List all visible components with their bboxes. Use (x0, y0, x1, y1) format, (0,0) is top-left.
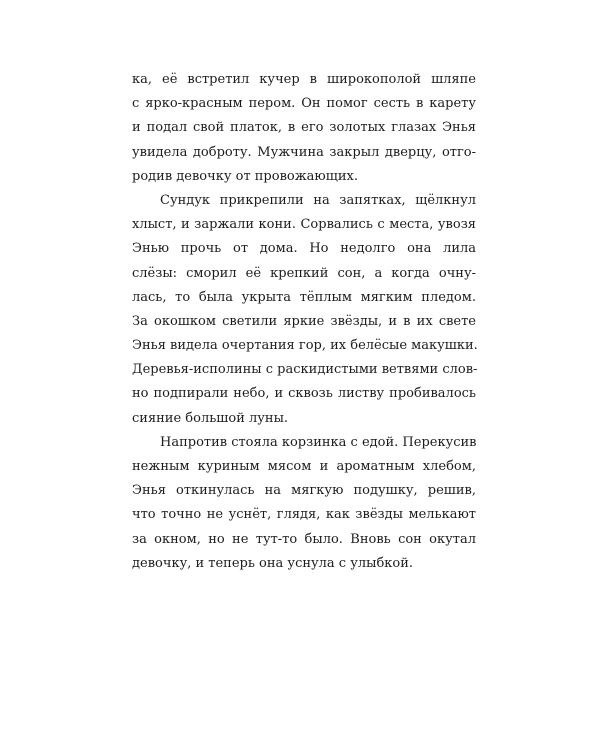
body-text (132, 68, 476, 576)
paragraph-3 (132, 431, 476, 576)
text-line: Энью прочь от дома. Но недолго она лила (132, 241, 476, 257)
text-line: увидела доброту. Мужчина закрыл дверцу, отго- (132, 144, 476, 160)
text-line: Напротив стояла корзинка с едой. Перекусив (160, 434, 477, 450)
text-line: что точно не уснёт, глядя, как звёзды мелькают (132, 507, 476, 523)
paragraph-1 (132, 68, 476, 189)
text-line: нежным куриным мясом и ароматным хлебом, (132, 459, 476, 474)
text-line: но подпирали небо, и сквозь листву пробивалось (132, 386, 476, 402)
text-line: За окошком светили яркие звёзды, и в их свете (132, 313, 476, 329)
text-line: лась, то была укрыта тёплым мягким пледом. (132, 289, 476, 305)
text-line: с ярко-красным пером. Он помог сесть в карету (132, 96, 476, 112)
paragraph-2 (132, 189, 476, 431)
text-line: Деревья-исполины с раскидистыми ветвями слов- (132, 362, 478, 378)
text-line: родив девочку от провожающих. (132, 168, 358, 184)
text-line: Энья видела очертания гор, их белёсые макушки. (132, 338, 478, 354)
text-line: Сундук прикрепили на запятках, щёлкнул (160, 192, 476, 208)
text-line: Энья откинулась на мягкую подушку, решив, (132, 483, 476, 499)
text-line: ка, её встретил кучер в широкополой шляпе (132, 72, 476, 87)
text-line: хлыст, и заржали кони. Сорвались с места, увозя (132, 217, 476, 233)
text-line: за окном, но не тут-то было. Вновь сон окутал (132, 531, 476, 547)
text-line: девочку, и теперь она уснула с улыбкой. (132, 555, 414, 571)
text-line: и подал свой платок, в его золотых глазах Энья (132, 120, 476, 136)
text-line: сияние большой луны. (132, 410, 289, 426)
text-line: слёзы: сморил её крепкий сон, а когда очну- (132, 265, 476, 281)
